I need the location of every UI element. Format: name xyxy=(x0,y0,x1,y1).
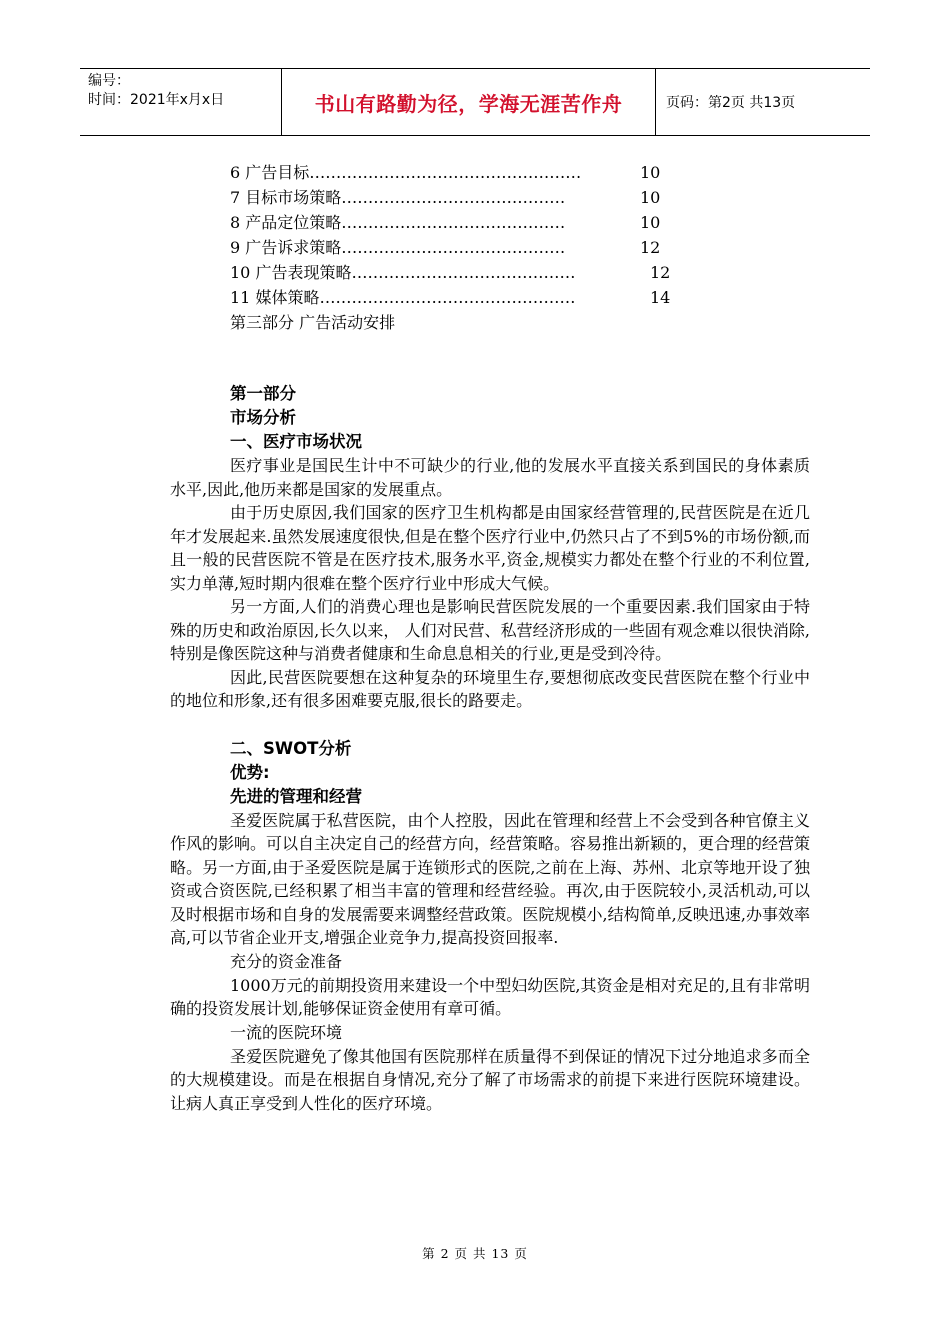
header-meta xyxy=(80,69,282,135)
toc-item-text: 9 广告诉求策略…………………………………… xyxy=(230,238,566,257)
toc-item-page: 10 xyxy=(640,188,661,207)
toc-item-page: 12 xyxy=(650,263,671,282)
subsection-heading: 一流的医院环境 xyxy=(230,1022,343,1042)
toc-item xyxy=(230,285,690,310)
header-table xyxy=(80,68,870,136)
toc-item-text: 6 广告目标…………………………………………… xyxy=(230,163,582,182)
paragraph: 圣爱医院避免了像其他国有医院那样在质量得不到保证的情况下过分地追求多而全的大规模建设。而是在根据自身情况,充分了解了市场需求的前提下来进行医院环境建设。让病人真正享受到人性化的医疗环境。 xyxy=(170,1046,810,1113)
toc-part3: 第三部分 广告活动安排 xyxy=(230,313,396,332)
time-label: 时间：2021年x月x日 xyxy=(88,92,225,108)
toc-item xyxy=(230,260,690,285)
paragraph: 圣爱医院属于私营医院，由个人控股，因此在管理和经营上不会受到各种官僚主义作风的影响。可以自主决定自己的经营方向，经营策略。容易推出新颖的，更合理的经营策略。另一方面,由于圣爱医院是属于连锁形式的医院,之前在上海、苏州、北京等地开设了独资或合资医院,已经积累了相当丰富的管理和经营经验。再次,由于医院较小,灵活机动,可以及时根据市场和自身的发展需要来调整经营政策。医院规模小,结构简单,反映迅速,办事效率高,可以节省企业开支,增强企业竞争力,提高投资回报率. xyxy=(170,810,811,947)
part-heading: 第一部分 xyxy=(230,384,296,403)
header-motto: 书山有路勤为径，学海无涯苦作舟 xyxy=(282,69,656,135)
market-analysis-heading: 市场分析 xyxy=(230,408,296,427)
toc-item-text: 11 媒体策略………………………………………… xyxy=(230,288,576,307)
toc-item-text: 8 产品定位策略…………………………………… xyxy=(230,213,566,232)
section2-heading: 二、SWOT分析 xyxy=(230,738,352,758)
toc-item-page: 14 xyxy=(650,288,671,307)
table-of-contents xyxy=(230,160,690,335)
page-footer: 第 2 页 共 13 页 xyxy=(422,1246,528,1261)
toc-item xyxy=(230,235,690,260)
toc-item-page: 10 xyxy=(640,163,661,182)
strength-heading: 优势: xyxy=(230,762,270,782)
toc-item-text: 7 目标市场策略…………………………………… xyxy=(230,188,566,207)
toc-item xyxy=(230,185,690,210)
subsection-heading: 先进的管理和经营 xyxy=(230,786,362,806)
toc-item xyxy=(230,160,690,185)
document-body xyxy=(170,382,810,1115)
section1-heading: 一、医疗市场状况 xyxy=(230,432,362,451)
paragraph: 医疗事业是国民生计中不可缺少的行业,他的发展水平直接关系到国民的身体素质水平,因此,他历来都是国家的发展重点。 xyxy=(170,456,810,499)
header-page-info: 页码：第2页 共13页 xyxy=(666,95,796,111)
paragraph: 另一方面,人们的消费心理也是影响民营医院发展的一个重要因素.我们国家由于特殊的历史和政治原因,长久以来， 人们对民营、私营经济形成的一些固有观念难以很快消除,特别是像医院这种与消费者健康和生命息息相关的行业,更是受到冷待。 xyxy=(170,597,810,663)
toc-item-page: 12 xyxy=(640,238,661,257)
paragraph: 1000万元的前期投资用来建设一个中型妇幼医院,其资金是相对充足的,且有非常明确的投资发展计划,能够保证资金使用有章可循。 xyxy=(170,975,810,1018)
paragraph: 由于历史原因,我们国家的医疗卫生机构都是由国家经营管理的,民营医院是在近几年才发展起来.虽然发展速度很快,但是在整个医疗行业中,仍然只占了不到5%的市场份额,而且一般的民营医院不管是在医疗技术,服务水平,资金,规模实力都处在整个行业的不利位置,实力单薄,短时期内很难在整个医疗行业中形成大气候。 xyxy=(170,503,810,593)
number-label: 编号： xyxy=(88,73,130,89)
toc-item-page: 10 xyxy=(640,213,661,232)
toc-item-text: 10 广告表现策略…………………………………… xyxy=(230,263,576,282)
toc-item xyxy=(230,210,690,235)
paragraph: 因此,民营医院要想在这种复杂的环境里生存,要想彻底改变民营医院在整个行业中的地位和形象,还有很多困难要克服,很长的路要走。 xyxy=(170,667,810,710)
subsection-heading: 充分的资金准备 xyxy=(230,951,343,971)
